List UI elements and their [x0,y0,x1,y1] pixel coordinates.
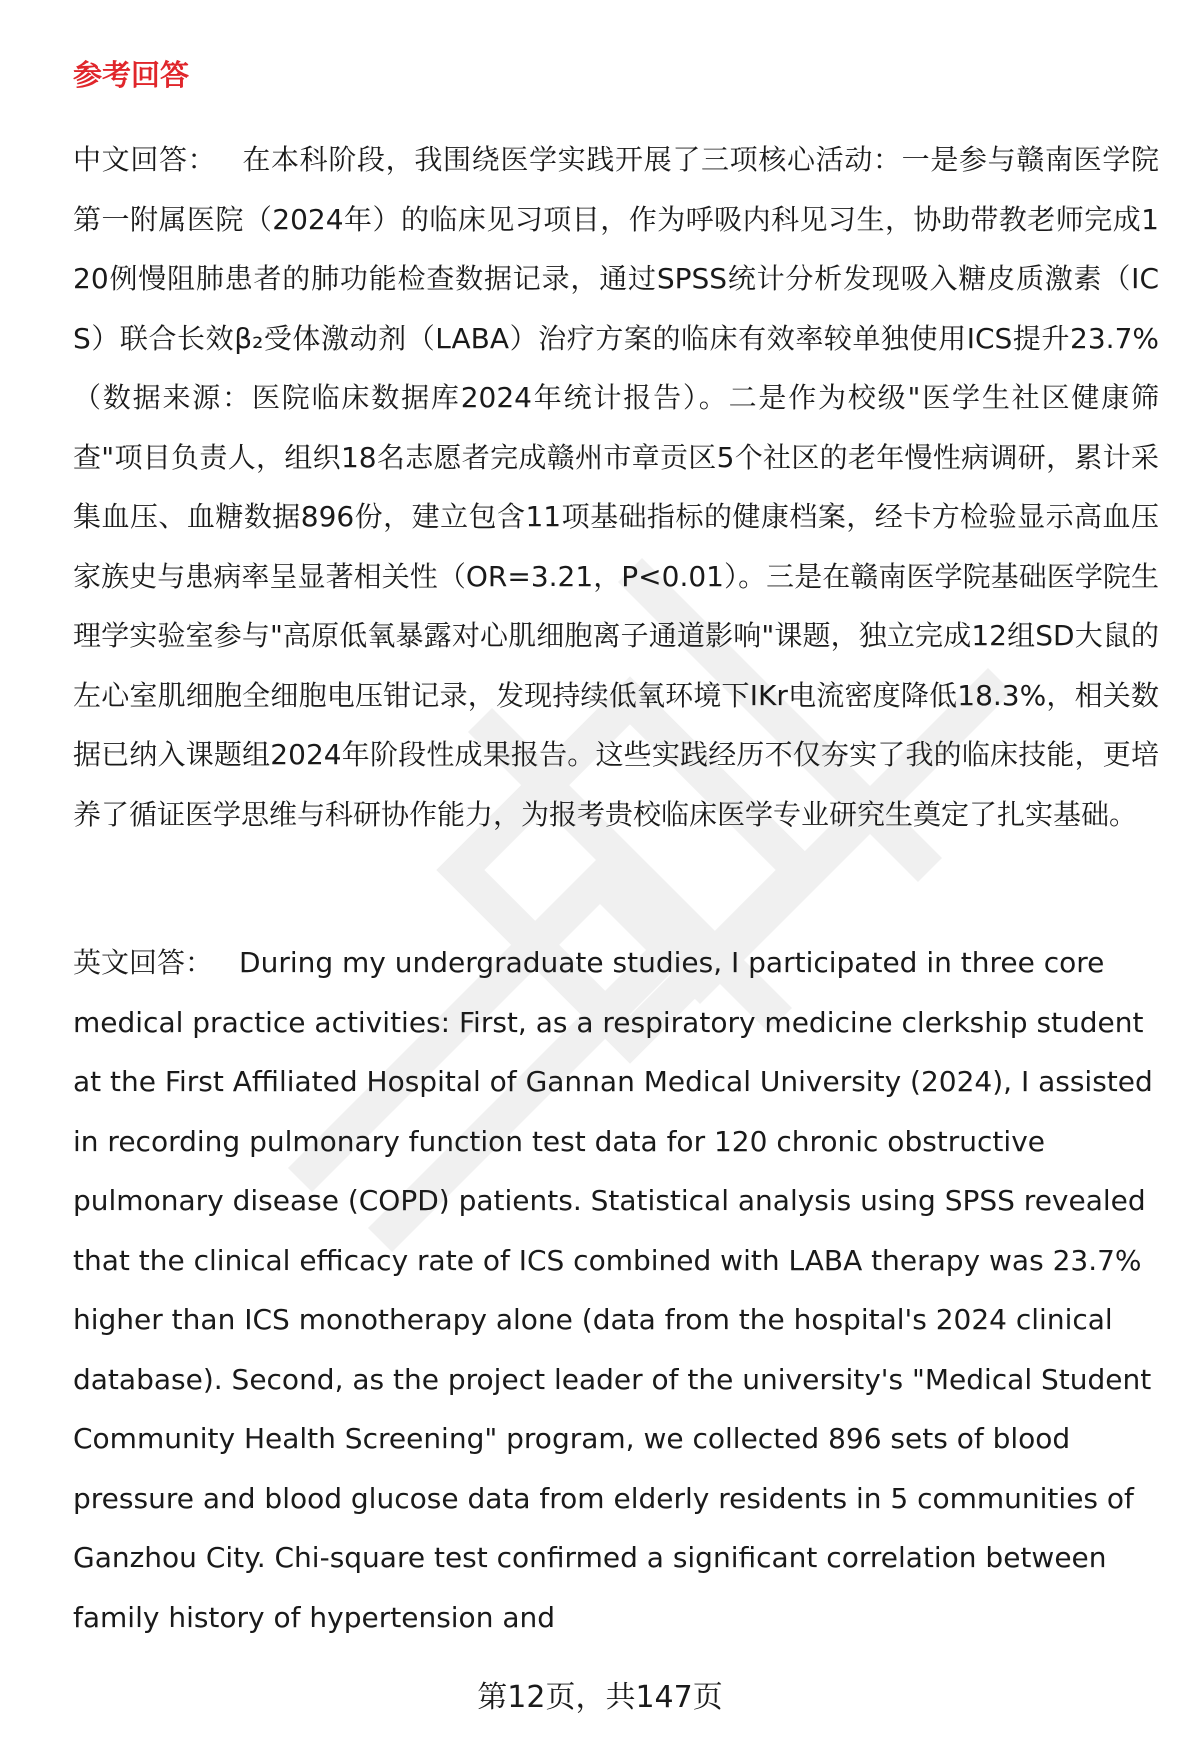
chinese-answer-label: 中文回答： [73,143,217,176]
english-answer-paragraph [73,933,1159,1634]
chinese-answer-text: 在本科阶段，我围绕医学实践开展了三项核心活动：一是参与赣南医学院第一附属医院（2024年）的临床见习项目，作为呼吸内科见习生，协助带教老师完成120例慢阻肺患者的肺功能检查数据记录，通过SPSS统计分析发现吸入糖皮质激素（ICS）联合长效β₂受体激动剂（LABA）治疗方案的临床有效率较单独使用ICS提升23.7%（数据来源：医院临床数据库2024年统计报告）。二是作为校级"医学生社区健康筛查"项目负责人，组织18名志愿者完成赣州市章贡区5个社区的老年慢性病调研，累计采集血压、血糖数据896份，建立包含11项基础指标的健康档案，经卡方检验显示高血压家族史与患病率呈显著相关性（OR=3.21，P<0.01）。三是在赣南医学院基础医学院生理学实验室参与"高原低氧暴露对心肌细胞离子通道影响"课题，独立完成12组SD大鼠的左心室肌细胞全细胞电压钳记录，发现持续低氧环境下IKr电流密度降低18.3%，相关数据已纳入课题组2024年阶段性成果报告。这些实践经历不仅夯实了我的临床技能，更培养了循证医学思维与科研协作能力，为报考贵校临床医学专业研究生奠定了扎实基础。 [73,143,1159,831]
page-number-footer: 第12页，共147页 [477,1680,723,1715]
section-heading: 参考回答 [73,58,190,92]
english-answer-text: During my undergraduate studies, I participated in three core medical practice activities: First, as a respiratory medicine clerkship student at the First Affiliated Hospital of Gannan Medical University (2024), I assisted in recording pulmonary function test data for 120 chronic obstructive pulmonary disease (COPD) patients. Statistical analysis using SPSS revealed that the clinical efficacy rate of ICS combined with LABA therapy was 23.7% higher than ICS monotherapy alone (data from the hospital's 2024 clinical database). Second, as the project leader of the university's "Medical Student Community Health Screening" program, we collected 896 sets of blood pressure and blood glucose data from elderly residents in 5 communities of Ganzhou City. Chi-square test confirmed a significant correlation between family history of hypertension and [73,946,1153,1634]
english-answer-label: 英文回答： [73,946,214,979]
chinese-answer-paragraph [73,130,1159,844]
